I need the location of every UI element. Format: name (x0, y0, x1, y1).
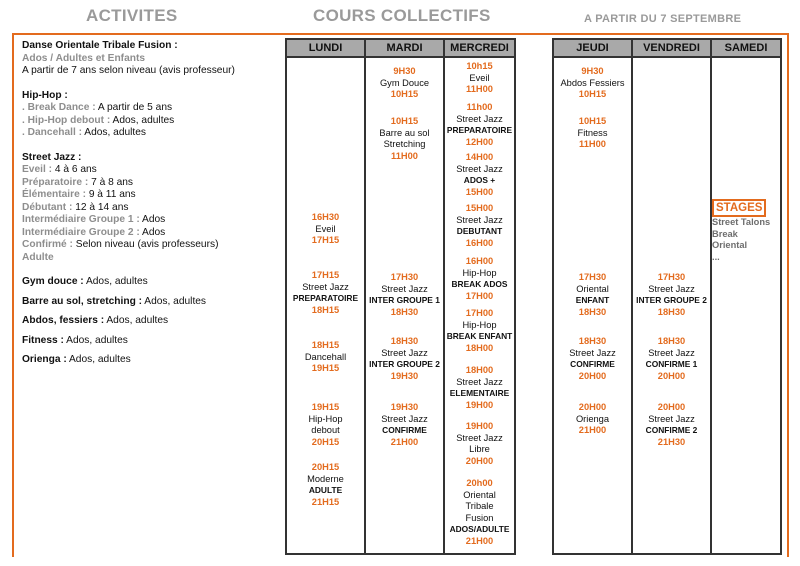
stage-item: Street Talons (712, 217, 771, 227)
class-name: Tribale (465, 501, 494, 512)
class-name: Street Jazz (648, 413, 695, 424)
start-time: 18H30 (390, 336, 419, 346)
other-item: Fitness : Ados, adultes (22, 334, 128, 346)
end-time: 11H00 (466, 84, 493, 95)
start-time: 10H15 (390, 116, 419, 126)
class-level: CONFIRME 1 (645, 359, 698, 370)
hiphop-title: Hip-Hop : (22, 89, 68, 101)
start-time: 16H00 (465, 256, 494, 266)
column-head-mercredi: MERCREDI (445, 40, 514, 58)
danse-title: Danse Orientale Tribale Fusion : (22, 40, 178, 51)
class-entry (445, 308, 514, 354)
class-name: Street Jazz (648, 347, 695, 358)
start-time: 18H15 (311, 340, 340, 350)
class-name: Street Jazz (381, 347, 428, 358)
class-entry (554, 66, 631, 101)
jazz-item: Intermédiaire Groupe 2 : Ados (22, 226, 166, 238)
column-head-vendredi: VENDREDI (633, 40, 710, 58)
class-entry (554, 272, 631, 318)
column-mercredi (443, 38, 516, 555)
header-date: A PARTIR DU 7 SEPTEMBRE (584, 13, 742, 25)
column-samedi (710, 38, 782, 555)
end-time: 20H15 (311, 436, 340, 447)
class-entry (445, 478, 514, 548)
end-time: 17H00 (465, 290, 494, 301)
start-time: 11h00 (466, 102, 493, 112)
class-entry (445, 256, 514, 302)
stage-item: Oriental (712, 240, 748, 251)
jazz-item: Préparatoire : 7 à 8 ans (22, 176, 133, 188)
column-mardi (364, 38, 445, 555)
class-name: Oriental (463, 489, 496, 500)
start-time: 20H15 (311, 462, 340, 472)
start-time: 14H00 (465, 152, 494, 162)
end-time: 18H00 (465, 342, 494, 353)
start-time: 10h15 (466, 61, 493, 71)
class-name: Hip-Hop (462, 267, 497, 278)
end-time: 21H00 (578, 425, 607, 436)
end-time: 20H00 (465, 455, 494, 466)
start-time: 18H00 (465, 365, 494, 375)
column-lundi (285, 38, 366, 555)
start-time: 19H00 (465, 421, 494, 431)
end-time: 20H00 (578, 370, 607, 381)
class-level: INTER GROUPE 2 (636, 295, 707, 306)
start-time: 9H30 (581, 66, 604, 76)
end-time: 21H15 (311, 496, 340, 507)
class-level: BREAK ADOS (451, 279, 508, 290)
class-name: Libre (469, 444, 490, 455)
start-time: 18H30 (578, 336, 607, 346)
class-entry (287, 462, 364, 508)
start-time: 20h00 (466, 478, 493, 488)
end-time: 19H15 (311, 363, 340, 374)
other-item: Orienga : Ados, adultes (22, 354, 131, 365)
class-entry (633, 336, 710, 382)
class-level: PREPARATOIRE (446, 125, 513, 136)
class-entry (287, 212, 364, 247)
class-name: Eveil (469, 72, 490, 83)
class-entry (554, 402, 631, 437)
start-time: 18H30 (657, 336, 686, 346)
class-name: Fusion (465, 512, 494, 523)
class-entry (445, 61, 514, 96)
danse-sub: Ados / Adultes et Enfants (22, 52, 146, 64)
class-name: Stretching (383, 139, 426, 150)
class-name: Fitness (577, 127, 608, 138)
class-entry (445, 152, 514, 198)
class-entry (366, 116, 443, 162)
class-name: Hip-Hop (462, 319, 497, 330)
class-name: debout (311, 425, 340, 436)
start-time: 17H30 (390, 272, 419, 282)
end-time: 21H00 (390, 436, 419, 447)
class-name: Moderne (307, 473, 344, 484)
end-time: 12H00 (465, 136, 494, 147)
hiphop-item: . Break Dance : A partir de 5 ans (22, 102, 173, 113)
class-level: CONFIRME 2 (645, 425, 698, 436)
end-time: 21H00 (465, 535, 494, 546)
start-time: 10H15 (578, 116, 607, 126)
end-time: 18H30 (390, 306, 419, 317)
jazz-title: Street Jazz : (22, 151, 82, 163)
start-time: 17H00 (465, 308, 494, 318)
start-time: 20H00 (657, 402, 686, 412)
class-name: Street Jazz (569, 347, 616, 358)
class-entry (633, 402, 710, 448)
class-name: ADULTE (308, 485, 343, 496)
stages-title: STAGES (712, 199, 766, 217)
end-time: 16H00 (465, 237, 494, 248)
start-time: 17H30 (657, 272, 686, 282)
class-name: Street Jazz (456, 432, 503, 443)
right-rule (787, 33, 789, 557)
class-entry (366, 402, 443, 448)
end-time: 10H15 (578, 89, 607, 100)
jazz-item: Intermédiaire Groupe 1 : Ados (22, 214, 166, 225)
start-time: 16H30 (311, 212, 340, 222)
class-level: PREPARATOIRE (292, 293, 359, 304)
class-name: Eveil (315, 223, 336, 234)
other-item: Barre au sol, stretching : Ados, adultes (22, 295, 207, 307)
end-time: 19H30 (390, 370, 419, 381)
class-name: Street Jazz (456, 376, 503, 387)
end-time: 18H30 (578, 306, 607, 317)
end-time: 20H00 (657, 370, 686, 381)
class-name: Street Jazz (381, 413, 428, 424)
class-name: Abdos Fessiers (560, 77, 625, 88)
other-item: Abdos, fessiers : Ados, adultes (22, 315, 169, 326)
class-entry (287, 340, 364, 375)
hiphop-item: . Hip-Hop debout : Ados, adultes (22, 114, 175, 126)
start-time: 9H30 (393, 66, 416, 76)
class-entry (287, 402, 364, 448)
start-time: 17H15 (311, 270, 340, 280)
class-level: INTER GROUPE 2 (369, 359, 440, 370)
start-time: 19H30 (390, 402, 419, 412)
class-entry (445, 102, 514, 148)
class-name: Dancehall (304, 351, 347, 362)
jazz-item: Eveil : 4 à 6 ans (22, 164, 97, 175)
column-head-samedi: SAMEDI (712, 40, 780, 58)
column-vendredi (631, 38, 712, 555)
jazz-item: Adulte (22, 251, 54, 263)
class-level: ELEMENTAIRE (449, 388, 510, 399)
end-time: 18H30 (657, 306, 686, 317)
column-jeudi (552, 38, 633, 555)
class-name: Orienga (575, 413, 610, 424)
class-entry (554, 116, 631, 151)
start-time: 15H00 (465, 203, 494, 213)
jazz-item: Confirmé : Selon niveau (avis professeurs) (22, 239, 219, 250)
class-name: Street Jazz (456, 214, 503, 225)
header-cours-collectifs: COURS COLLECTIFS (313, 6, 491, 25)
class-name: Gym Douce (379, 77, 430, 88)
activities-list (22, 40, 280, 367)
class-entry (366, 66, 443, 101)
class-entry (445, 421, 514, 467)
class-level: INTER GROUPE 1 (369, 295, 440, 306)
class-level: BREAK ENFANT (446, 331, 513, 342)
class-name: Street Jazz (302, 281, 349, 292)
column-head-jeudi: JEUDI (554, 40, 631, 58)
class-entry (366, 336, 443, 382)
other-item: Gym douce : Ados, adultes (22, 276, 148, 287)
end-time: 21H30 (657, 436, 686, 447)
jazz-item: Débutant : 12 à 14 ans (22, 201, 129, 213)
end-time: 19H00 (465, 399, 494, 410)
class-entry (287, 270, 364, 316)
class-name: Hip-Hop (308, 413, 343, 424)
class-entry (554, 336, 631, 382)
class-name: Street Jazz (381, 283, 428, 294)
class-name: Oriental (576, 283, 609, 294)
end-time: 11H00 (391, 150, 418, 161)
end-time: 11H00 (579, 139, 606, 150)
danse-desc: A partir de 7 ans selon niveau (avis professeur) (22, 65, 235, 76)
class-name: Street Jazz (456, 113, 503, 124)
column-head-mardi: MARDI (366, 40, 443, 58)
class-entry (366, 272, 443, 318)
class-name: Barre au sol (379, 127, 430, 138)
stage-item: ... (712, 251, 720, 262)
end-time: 18H15 (311, 304, 340, 315)
end-time: 17H15 (311, 235, 340, 246)
class-level: ENFANT (575, 295, 610, 306)
start-time: 17H30 (578, 272, 607, 282)
column-head-lundi: LUNDI (287, 40, 364, 58)
header-activites: ACTIVITES (86, 6, 178, 25)
class-level: CONFIRME (570, 359, 615, 370)
start-time: 20H00 (578, 402, 607, 412)
start-time: 19H15 (311, 402, 340, 412)
class-entry (633, 272, 710, 318)
jazz-item: Élémentaire : 9 à 11 ans (22, 189, 136, 200)
class-name: Street Jazz (456, 163, 503, 174)
class-name: ADOS + (463, 175, 496, 186)
class-level: ADOS/ADULTE (449, 524, 510, 535)
class-name: Street Jazz (648, 283, 695, 294)
stages-box (712, 198, 792, 263)
top-rule (12, 33, 789, 35)
class-level: DEBUTANT (456, 226, 503, 237)
end-time: 10H15 (390, 89, 419, 100)
class-level: CONFIRME (382, 425, 427, 436)
stage-item: Break (712, 228, 738, 239)
hiphop-item: . Dancehall : Ados, adultes (22, 127, 147, 138)
class-entry (445, 203, 514, 249)
class-entry (445, 365, 514, 411)
left-rule (12, 33, 14, 557)
end-time: 15H00 (465, 186, 494, 197)
